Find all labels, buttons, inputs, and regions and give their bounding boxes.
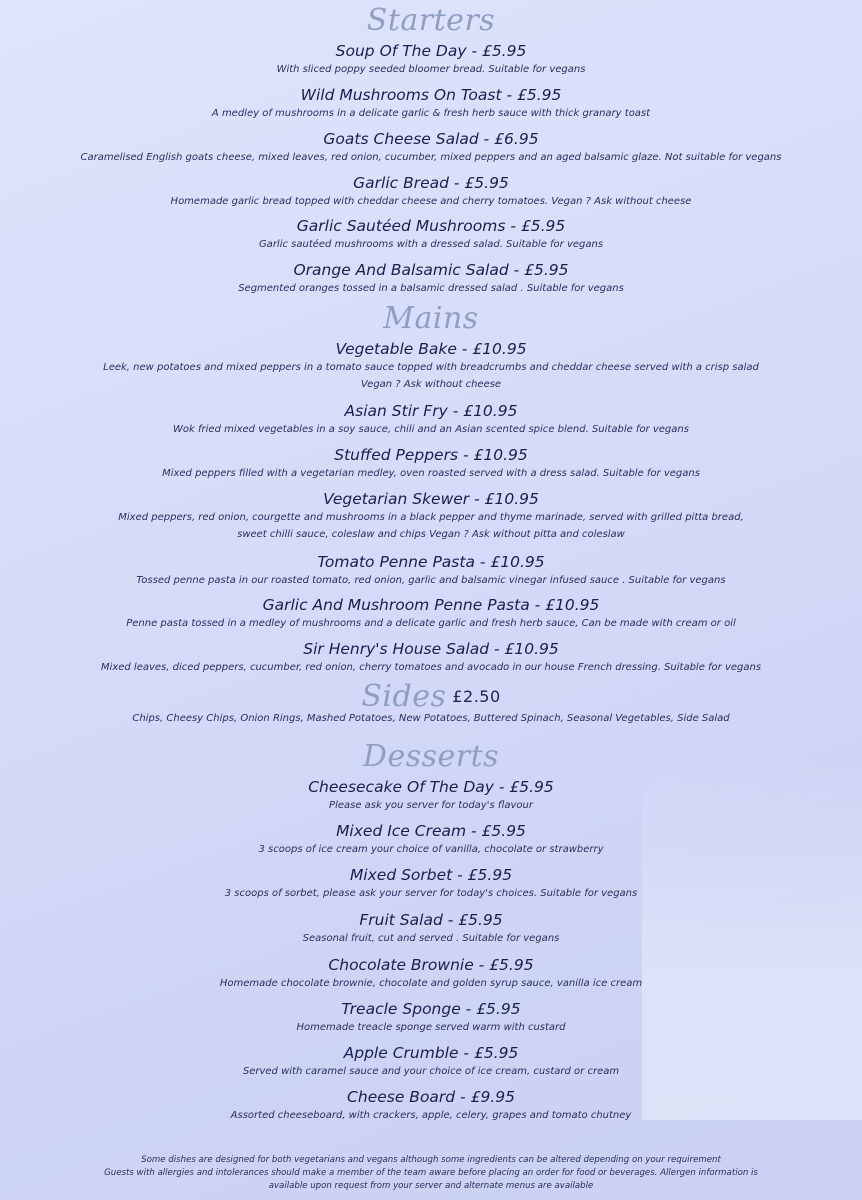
item-description: A medley of mushrooms in a delicate garlic & fresh herb sauce with thick granary toast — [211, 108, 651, 119]
item-description: Mixed peppers filled with a vegetarian medley, oven roasted served with a dress salad. Suitable for vegans — [162, 468, 700, 479]
menu-item — [40, 639, 822, 676]
item-description: 3 scoops of sorbet, please ask your server for today's choices. Suitable for vegans — [224, 888, 638, 899]
menu-item — [40, 339, 822, 393]
section-title-mains: Mains — [383, 301, 479, 336]
item-name: Mixed Sorbet - £5.95 — [349, 866, 513, 884]
item-name: Orange And Balsamic Salad - £5.95 — [293, 261, 569, 279]
item-description: Served with caramel sauce and your choice of ice cream, custard or cream — [242, 1066, 620, 1077]
item-description-line2: Vegan ? Ask without cheese — [360, 379, 502, 390]
item-description: Homemade treacle sponge served warm with custard — [296, 1022, 566, 1033]
menu-item — [40, 1087, 822, 1124]
item-description: Mixed peppers, red onion, courgette and mushrooms in a black pepper and thyme marinade, served with grilled pitta bread, — [118, 512, 744, 523]
item-description: With sliced poppy seeded bloomer bread. Suitable for vegans — [276, 64, 586, 75]
item-name: Goats Cheese Salad - £6.95 — [323, 130, 539, 148]
menu-item — [40, 41, 822, 78]
item-description: Garlic sautéed mushrooms with a dressed salad. Suitable for vegans — [258, 239, 604, 250]
section-title-desserts: Desserts — [362, 739, 500, 774]
item-name: Tomato Penne Pasta - £10.95 — [317, 553, 545, 571]
item-description-line2: sweet chilli sauce, coleslaw and chips Vegan ? Ask without pitta and coleslaw — [237, 529, 625, 540]
item-name: Fruit Salad - £5.95 — [359, 911, 503, 929]
item-description: Tossed penne pasta in our roasted tomato, red onion, garlic and balsamic vinegar infused sauce . Suitable for vegans — [136, 575, 726, 586]
item-name: Apple Crumble - £5.95 — [343, 1044, 519, 1062]
item-name: Treacle Sponge - £5.95 — [341, 1000, 521, 1018]
item-description: Caramelised English goats cheese, mixed leaves, red onion, cucumber, mixed peppers and an aged balsamic glaze. Not suitable for vegans — [80, 152, 782, 163]
item-description: Mixed leaves, diced peppers, cucumber, red onion, cherry tomatoes and avocado in our house French dressing. Suitable for vegans — [100, 662, 762, 673]
menu-item — [40, 129, 822, 166]
section-title-starters: Starters — [366, 3, 496, 38]
item-name: Wild Mushrooms On Toast - £5.95 — [300, 86, 562, 104]
item-name: Soup Of The Day - £5.95 — [335, 42, 527, 60]
item-description: Leek, new potatoes and mixed peppers in a tomato sauce topped with breadcrumbs and cheddar cheese served with a crisp salad — [103, 362, 759, 373]
footer-line: Guests with allergies and intolerances should make a member of the team aware before placing an order for food or beverages. Allergen information is — [104, 1168, 758, 1178]
menu-item — [40, 999, 822, 1036]
menu-item — [40, 955, 822, 992]
menu-item — [40, 260, 822, 297]
item-description: Assorted cheeseboard, with crackers, apple, celery, grapes and tomato chutney — [230, 1110, 632, 1121]
item-name: Chocolate Brownie - £5.95 — [328, 956, 534, 974]
menu-item — [40, 401, 822, 438]
sides-title: Sides — [361, 679, 447, 714]
footer-line: Some dishes are designed for both vegetarians and vegans although some ingredients can be altered depending on your requirement — [141, 1155, 721, 1165]
menu-item — [40, 216, 822, 253]
item-description: Wok fried mixed vegetables in a soy sauce, chili and an Asian scented spice blend. Suitable for vegans — [173, 424, 689, 435]
item-description: Please ask you server for today's flavour — [329, 800, 533, 811]
item-name: Garlic Sautéed Mushrooms - £5.95 — [296, 217, 566, 235]
menu-item — [40, 1043, 822, 1080]
item-name: Vegetarian Skewer - £10.95 — [323, 490, 539, 508]
menu-item — [40, 445, 822, 482]
sides-list: Chips, Cheesy Chips, Onion Rings, Mashed Potatoes, New Potatoes, Buttered Spinach, Seasonal Vegetables, Side Salad — [132, 713, 730, 724]
item-name: Stuffed Peppers - £10.95 — [334, 446, 528, 464]
menu-item — [40, 910, 822, 947]
item-description: Seasonal fruit, cut and served . Suitable for vegans — [302, 933, 560, 944]
item-description: Segmented oranges tossed in a balsamic dressed salad . Suitable for vegans — [238, 283, 624, 294]
menu-item — [40, 777, 822, 814]
footer-note — [60, 1154, 802, 1193]
item-name: Garlic Bread - £5.95 — [353, 174, 509, 192]
item-name: Vegetable Bake - £10.95 — [335, 340, 527, 358]
item-name: Cheese Board - £9.95 — [347, 1088, 515, 1106]
item-name: Asian Stir Fry - £10.95 — [344, 402, 518, 420]
menu-item — [40, 85, 822, 122]
menu-item — [40, 552, 822, 589]
menu-item — [40, 489, 822, 543]
item-name: Sir Henry's House Salad - £10.95 — [303, 640, 559, 658]
sides-price: £2.50 — [452, 687, 501, 706]
footer-line: available upon request from your server and alternate menus are available — [268, 1181, 594, 1191]
menu-item — [40, 173, 822, 210]
menu-item — [40, 865, 822, 902]
item-description: Homemade garlic bread topped with cheddar cheese and cherry tomatoes. Vegan ? Ask without cheese — [170, 196, 692, 207]
item-description: Homemade chocolate brownie, chocolate and golden syrup sauce, vanilla ice cream — [219, 978, 643, 989]
menu-item — [40, 595, 822, 632]
menu-item — [40, 821, 822, 858]
item-name: Mixed Ice Cream - £5.95 — [336, 822, 526, 840]
item-name: Cheesecake Of The Day - £5.95 — [308, 778, 554, 796]
item-name: Garlic And Mushroom Penne Pasta - £10.95 — [262, 596, 600, 614]
item-description: Penne pasta tossed in a medley of mushrooms and a delicate garlic and fresh herb sauce, Can be made with cream or oil — [126, 618, 736, 629]
section-title-sides — [0, 680, 862, 714]
item-description: 3 scoops of ice cream your choice of vanilla, chocolate or strawberry — [258, 844, 604, 855]
